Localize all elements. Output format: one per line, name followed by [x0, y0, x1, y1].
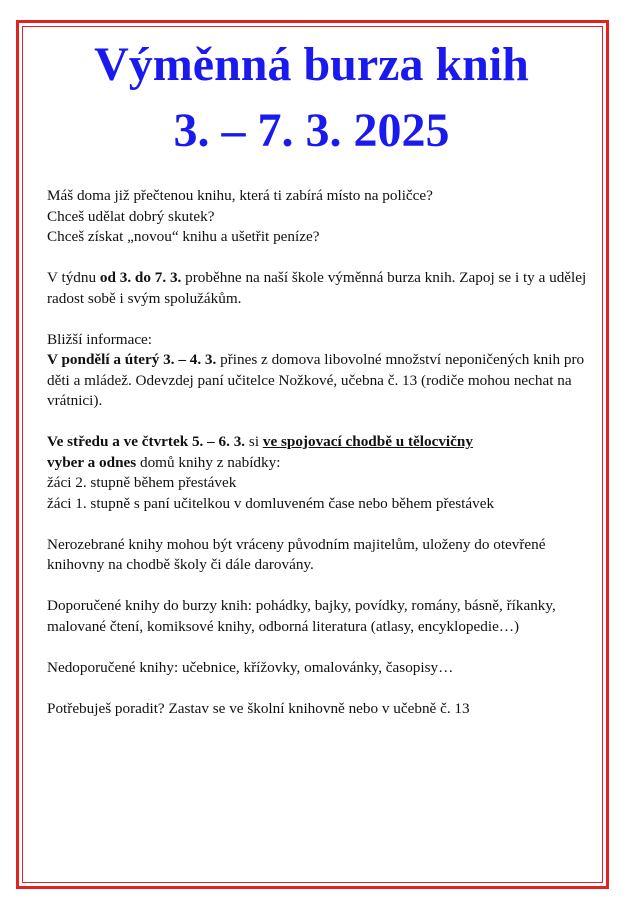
intro-question-1: Máš doma již přečtenou knihu, která ti zabírá místo na poličce?: [47, 187, 433, 204]
poster-title: Výměnná burza knih: [94, 38, 529, 91]
not-recommended-paragraph: Nedoporučené knihy: učebnice, křížovky, omalovánky, časopisy…: [47, 658, 454, 676]
info-paragraph: [47, 330, 592, 412]
help-paragraph: Potřebuješ poradit? Zastav se ve školní knihovně nebo v učebně č. 13: [47, 699, 470, 717]
event-paragraph: [47, 268, 592, 309]
pickup-days: Ve středu a ve čtvrtek 5. – 6. 3.: [47, 433, 246, 450]
pickup-grade-1: žáci 1. stupně s paní učitelkou v domluveném čase nebo během přestávek: [47, 494, 495, 512]
pickup-line-2: [47, 453, 592, 474]
bring-text: přines z domova libovolné množství neponičených knih pro děti a mládež. Odevzdej paní učitelce Nožkové, učebna č. 13 (rodiče mohou nechat na vrátnici).: [47, 351, 585, 409]
pickup-action: vyber a odnes: [47, 453, 137, 471]
poster-body: [47, 186, 592, 740]
info-heading: Bližší informace:: [47, 330, 153, 348]
pickup-mid: si: [245, 433, 263, 450]
event-post: proběhne na naší škole výměnná burza knih. Zapoj se i ty a udělej radost sobě i svým spolužákům.: [47, 269, 587, 307]
poster-dates: 3. – 7. 3. 2025: [173, 104, 450, 157]
intro-question-3: Chceš získat „novou“ knihu a ušetřit peníze?: [47, 228, 320, 245]
pickup-rest: domů knihy z nabídky:: [136, 453, 281, 471]
pickup-line-1: [47, 432, 592, 453]
leftover-paragraph: Nerozebrané knihy mohou být vráceny původním majitelům, uloženy do otevřené knihovny na chodbě školy či dále darovány.: [47, 535, 546, 573]
bring-days: V pondělí a úterý 3. – 4. 3.: [47, 351, 217, 368]
event-pre: V týdnu: [47, 269, 100, 286]
intro-question-2: Chceš udělat dobrý skutek?: [47, 207, 215, 225]
intro-questions: [47, 186, 592, 248]
pickup-paragraph: [47, 432, 592, 514]
event-dates: od 3. do 7. 3.: [99, 269, 182, 286]
recommended-paragraph: Doporučené knihy do burzy knih: pohádky, bajky, povídky, romány, básně, říkanky, malované čtení, komiksové knihy, odborná literatura (atlasy, encyklopedie…): [47, 597, 556, 635]
pickup-grade-2: žáci 2. stupně během přestávek: [47, 474, 237, 491]
pickup-location: ve spojovací chodbě u tělocvičny: [262, 433, 473, 450]
